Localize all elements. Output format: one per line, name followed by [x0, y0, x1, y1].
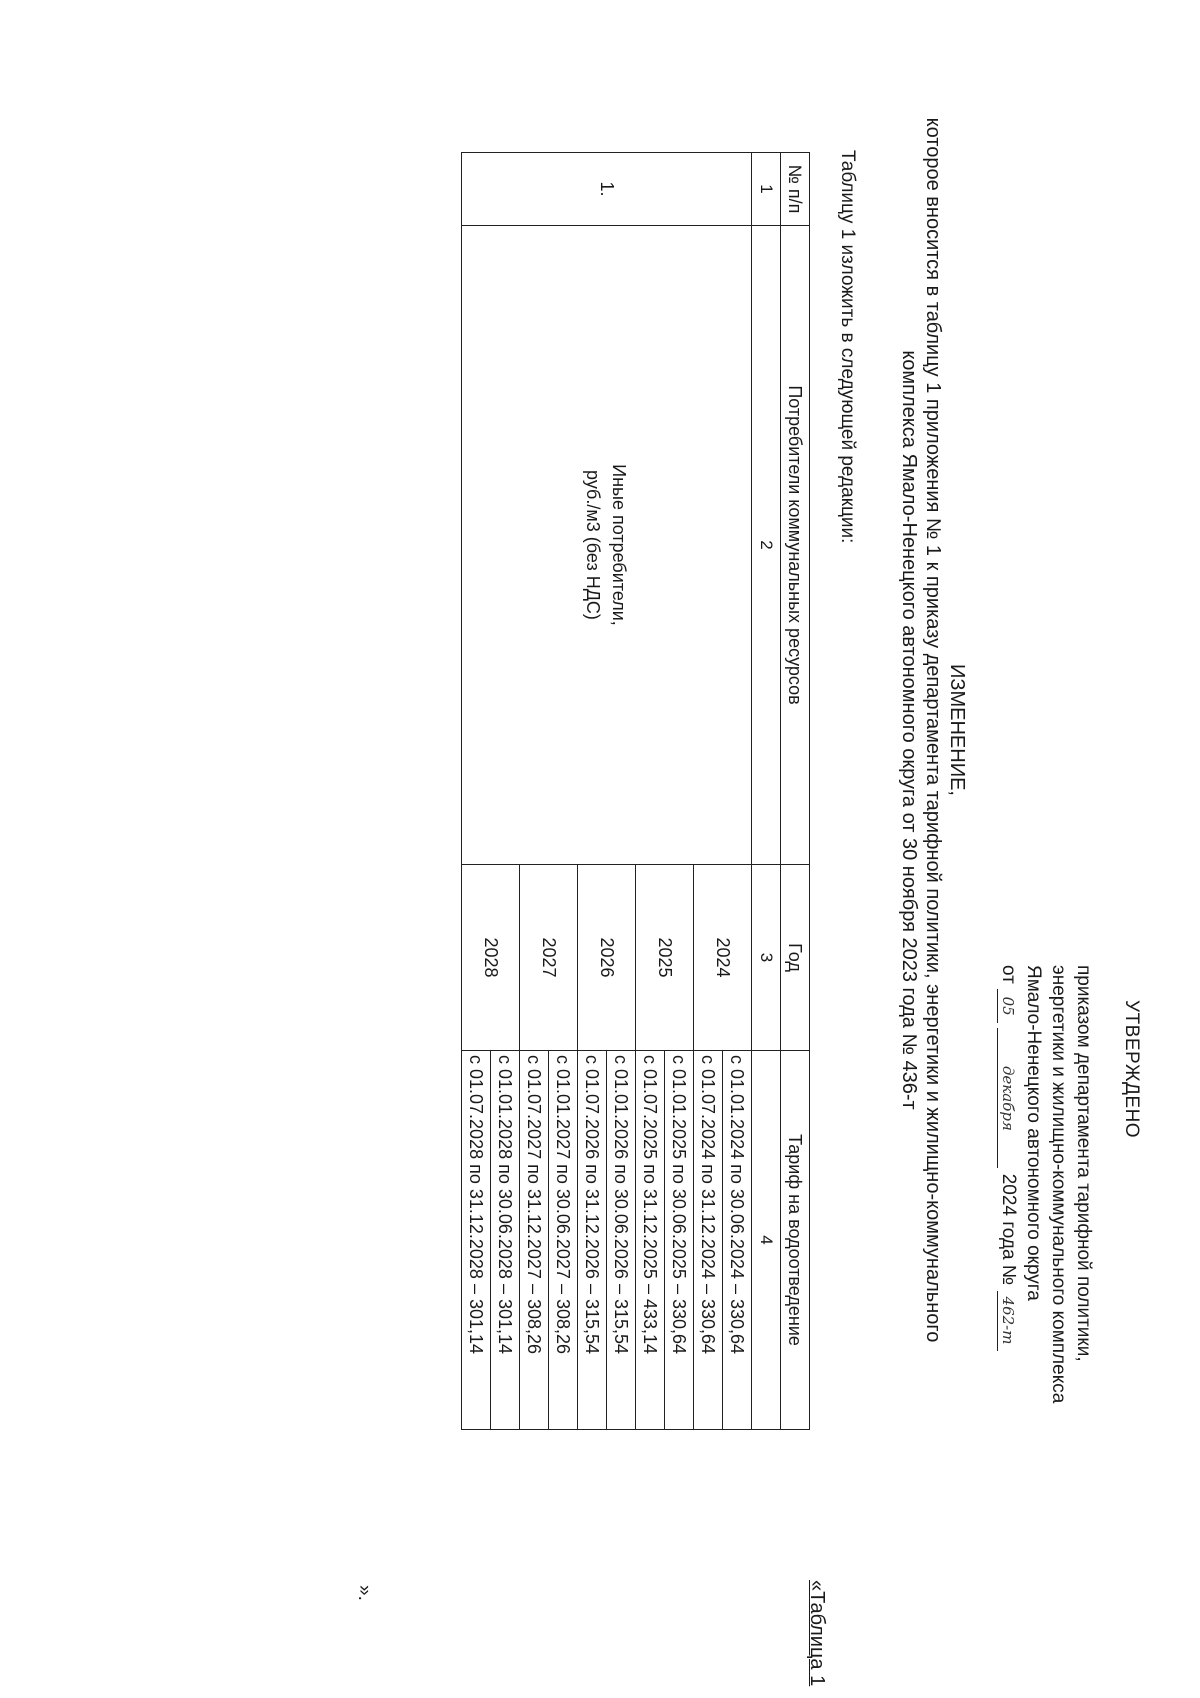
tariff-period: с 01.01.2028 по 30.06.2028 – 301,14: [491, 1051, 520, 1430]
tariff-period: с 01.01.2026 по 30.06.2026 – 315,54: [607, 1051, 636, 1430]
header-year: Год: [781, 865, 810, 1051]
column-number-4: 4: [752, 1051, 781, 1430]
header-number: № п/п: [781, 153, 810, 226]
year-cell: 2028: [462, 865, 520, 1051]
table-caption: «Таблица 1: [806, 1580, 828, 1687]
table-row: [723, 153, 752, 1430]
year-cell: 2025: [636, 865, 694, 1051]
tariff-period: с 01.01.2025 по 30.06.2025 – 330,64: [665, 1051, 694, 1430]
subheading-line-1: которое вносится в таблицу 1 приложения № 1 к приказу департамента тарифной политики, энергетики и жилищно-коммунального: [922, 117, 944, 1343]
date-year-text: 2024 года №: [998, 1173, 1019, 1286]
consumer-line-1: Иные потребители,: [609, 464, 630, 626]
header-tariff: Тариф на водоотведение: [781, 1051, 810, 1430]
tariff-period: с 01.07.2025 по 31.12.2025 – 433,14: [636, 1051, 665, 1430]
handwritten-month: декабря: [997, 1028, 1018, 1168]
tariff-period: с 01.07.2026 по 31.12.2026 – 315,54: [578, 1051, 607, 1430]
consumer-text: [581, 464, 633, 626]
column-number-2: 2: [752, 226, 781, 865]
approval-line-1: приказом департамента тарифной политики,: [1073, 965, 1094, 1362]
closing-quote: ».: [354, 1585, 375, 1601]
date-prefix: от: [998, 965, 1019, 984]
intro-text: Таблицу 1 изложить в следующей редакции:: [837, 150, 858, 544]
approval-block: [996, 965, 1096, 1403]
tariff-period: с 01.07.2028 по 31.12.2028 – 301,14: [462, 1051, 491, 1430]
tariff-period: с 01.01.2024 по 30.06.2024 – 330,64: [723, 1051, 752, 1430]
tariff-period: с 01.01.2027 по 30.06.2027 – 308,26: [549, 1051, 578, 1430]
subheading-line-2: комплекса Ямало-Ненецкого автономного округа от 30 ноября 2023 года № 436-т: [898, 350, 920, 1110]
approval-line-3: Ямало-Ненецкого автономного округа: [1023, 965, 1044, 1301]
header-consumers: Потребители коммунальных ресурсов: [781, 226, 810, 865]
handwritten-order-number: 462-т: [997, 1291, 1018, 1351]
document-subheading: [897, 110, 945, 1350]
approval-line-2: энергетики и жилищно-коммунального комплекса: [1048, 965, 1069, 1404]
tariff-period: с 01.07.2024 по 31.12.2024 – 330,64: [694, 1051, 723, 1430]
tariff-period: с 01.07.2027 по 31.12.2027 – 308,26: [520, 1051, 549, 1430]
document-heading: ИЗМЕНЕНИЕ,: [946, 664, 968, 796]
approval-title: УТВЕРЖДЕНО: [1121, 1000, 1142, 1139]
table-header-row: [781, 153, 810, 1430]
year-cell: 2024: [694, 865, 752, 1051]
consumer-line-2: руб./м3 (без НДС): [583, 470, 604, 620]
tariff-table: [461, 152, 810, 1430]
row-number: 1.: [462, 153, 752, 226]
consumer-cell: [462, 226, 752, 865]
approval-date-line: [996, 965, 1021, 1403]
year-cell: 2026: [578, 865, 636, 1051]
handwritten-day: 05: [997, 989, 1018, 1023]
year-cell: 2027: [520, 865, 578, 1051]
table-column-numbers-row: [752, 153, 781, 1430]
column-number-1: 1: [752, 153, 781, 226]
column-number-3: 3: [752, 865, 781, 1051]
